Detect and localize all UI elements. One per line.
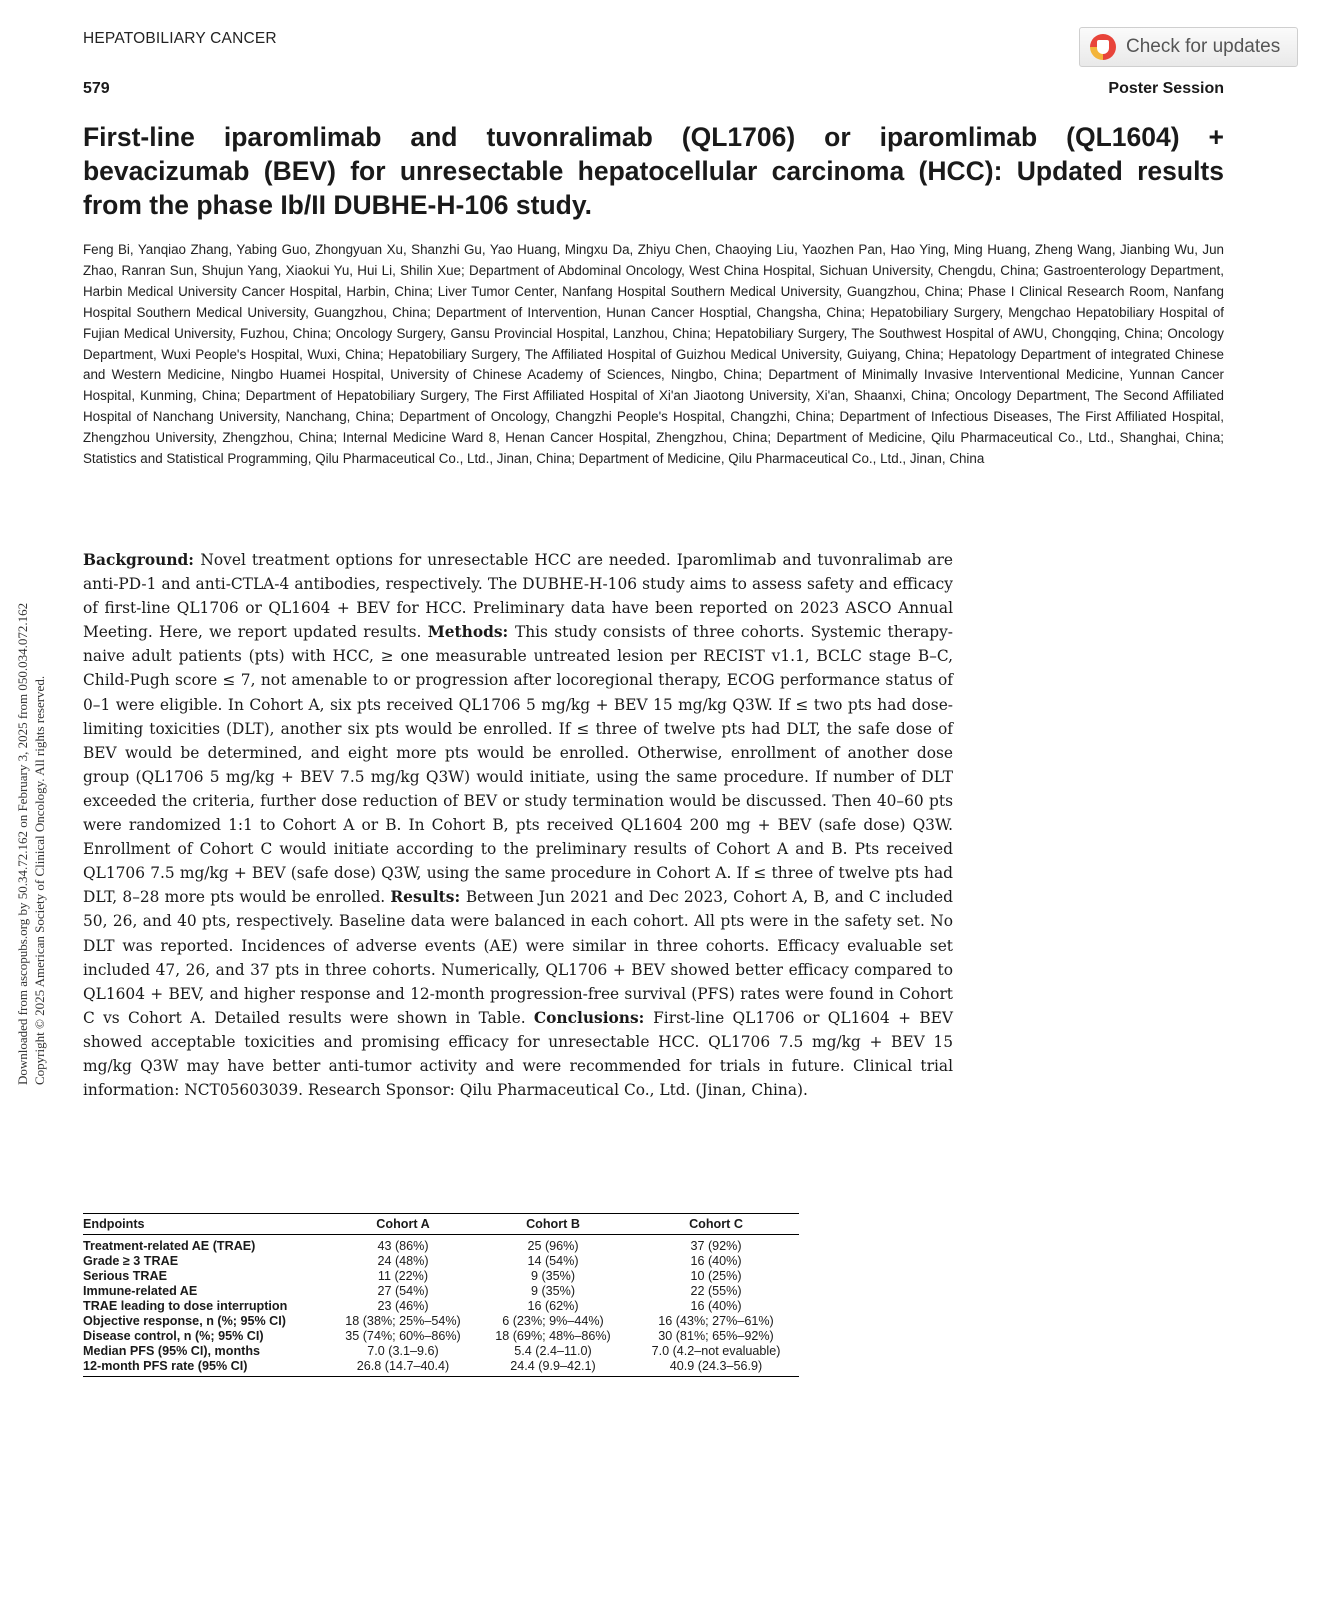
cohort-b-cell: 6 (23%; 9%–44%) — [502, 1314, 604, 1328]
endpoint-cell: TRAE leading to dose interruption — [83, 1299, 288, 1313]
results-text: Between Jun 2021 and Dec 2023, Cohort A, B, and C included 50, 26, and 40 pts, respectively. Baseline data were balanced in each cohort. All pts were in the safety set. No DLT was reported. Incidences of adverse events (AE) were similar in three cohorts. Efficacy evaluable set included 47, 26, and 37 pts in three cohorts. Numerically, QL1706 + BEV showed better efficacy compared to QL1604 + BEV, and higher response and 12-month progression-free survival (PFS) rates were found in Cohort C vs Cohort A. Detailed results were shown in Table. — [83, 888, 953, 1027]
cohort-b-cell: 5.4 (2.4–11.0) — [514, 1344, 592, 1358]
header-cohort-a: Cohort A — [333, 1214, 473, 1235]
cohort-b-cell: 9 (35%) — [530, 1269, 576, 1283]
crossmark-icon — [1090, 34, 1116, 60]
table-row — [83, 1235, 799, 1255]
cohort-a-cell: 27 (54%) — [377, 1284, 429, 1298]
cohort-c-cell: 37 (92%) — [690, 1239, 742, 1253]
abstract-number: 579 — [83, 80, 110, 97]
endpoint-cell: Disease control, n (%; 95% CI) — [83, 1329, 264, 1343]
cohort-a-cell: 24 (48%) — [377, 1254, 429, 1268]
endpoint-cell: Objective response, n (%; 95% CI) — [83, 1314, 286, 1328]
table-row — [83, 1269, 799, 1284]
cohort-c-cell: 30 (81%; 65%–92%) — [658, 1329, 774, 1343]
check-for-updates-label: Check for updates — [1126, 36, 1281, 57]
cohort-b-cell: 16 (62%) — [527, 1299, 579, 1313]
download-notice-line: Downloaded from ascopubs.org by 50.34.72.162 on February 3, 2025 from 050.034.072.162 — [15, 602, 30, 1085]
cohort-c-cell: 7.0 (4.2–not evaluable) — [651, 1344, 781, 1358]
abstract-body — [83, 548, 953, 1102]
cohort-b-cell: 24.4 (9.9–42.1) — [473, 1359, 633, 1377]
table-row — [83, 1254, 799, 1269]
header-cohort-b: Cohort B — [473, 1214, 633, 1235]
table-header-row — [83, 1214, 799, 1235]
cohort-b-cell: 25 (96%) — [527, 1239, 579, 1253]
table-row — [83, 1344, 799, 1359]
conclusions-text: First-line QL1706 or QL1604 + BEV showed acceptable toxicities and promising efficacy for unresectable HCC. QL1706 7.5 mg/kg + BEV 15 mg/kg Q3W may have better anti-tumor activity and were recommended for trials in future. Clinical trial information: NCT05603039. Research Sponsor: Qilu Pharmaceutical Co., Ltd. (Jinan, China). — [83, 1008, 953, 1100]
download-notice — [14, 603, 48, 1085]
cohort-b-cell: 9 (35%) — [530, 1284, 576, 1298]
section-heading: HEPATOBILIARY CANCER — [83, 30, 277, 47]
header-endpoints: Endpoints — [83, 1214, 333, 1235]
cohort-a-cell: 43 (86%) — [377, 1239, 429, 1253]
cohort-a-cell: 18 (38%; 25%–54%) — [345, 1314, 461, 1328]
table-row — [83, 1329, 799, 1344]
table-row — [83, 1314, 799, 1329]
methods-heading: Methods: — [427, 623, 515, 642]
cohort-b-cell: 18 (69%; 48%–86%) — [495, 1329, 611, 1343]
cohort-b-cell: 14 (54%) — [527, 1254, 579, 1268]
endpoint-cell: Treatment-related AE (TRAE) — [83, 1239, 256, 1253]
endpoint-cell: Median PFS (95% CI), months — [83, 1344, 261, 1358]
session-type: Poster Session — [1108, 80, 1224, 97]
endpoint-cell: Immune-related AE — [83, 1284, 198, 1298]
table-row — [83, 1284, 799, 1299]
author-affiliations: Feng Bi, Yanqiao Zhang, Yabing Guo, Zhongyuan Xu, Shanzhi Gu, Yao Huang, Mingxu Da, Zhiyu Chen, Chaoying Liu, Yaozhen Pan, Hao Ying, Ming Huang, Zheng Wang, Jianbing Wu, Jun Zhao, Ranran Sun, Shujun Yang, Xiaokui Yu, Hui Li, Shilin Xue; Department of Abdominal Oncology, West China Hospital, Sichuan University, Chengdu, China; Gastroenterology Department, Harbin Medical University Cancer Hospital, Harbin, China; Liver Tumor Center, Nanfang Hospital Southern Medical University, Guangzhou, China; Phase I Clinical Research Room, Nanfang Hospital Southern Medical University, Guangzhou, China; Department of Intervention, Hunan Cancer Hosptial, Changsha, China; Hepatobiliary Surgery, Mengchao Hepatobiliary Hospital of Fujian Medical University, Fuzhou, China; Oncology Surgery, Gansu Provincial Hospital, Lanzhou, China; Hepatobiliary Surgery, The Southwest Hospital of AWU, Chongqing, China; Oncology Department, Wuxi People's Hospital, Wuxi, China; Hepatobiliary Surgery, The Affiliated Hospital of Guizhou Medical University, Guiyang, China; Hepatology Department of integrated Chinese and Western Medicine, Ningbo Huamei Hospital, University of Chinese Academy of Sciences, Ningbo, China; Department of Minimally Invasive Interventional Medicine, Yunnan Cancer Hospital, Kunming, China; Department of Hepatobiliary Surgery, The First Affiliated Hospital of Xi'an Jiaotong University, Xi'an, Shaanxi, China; Oncology Department, The Second Affiliated Hospital of Nanchang University, Nanchang, China; Department of Oncology, Changzhi People's Hospital, Changzhi, China; Department of Infectious Diseases, The First Affiliated Hospital, Zhengzhou University, Zhengzhou, China; Internal Medicine Ward 8, Henan Cancer Hospital, Zhengzhou, China; Department of Medicine, Qilu Pharmaceutical Co., Ltd., Shanghai, China; Statistics and Statistical Programming, Qilu Pharmaceutical Co., Ltd., Jinan, China; Department of Medicine, Qilu Pharmaceutical Co., Ltd., Jinan, China — [83, 242, 1224, 467]
cohort-c-cell: 16 (40%) — [690, 1299, 742, 1313]
results-table — [83, 1213, 799, 1377]
cohort-a-cell: 35 (74%; 60%–86%) — [345, 1329, 461, 1343]
cohort-c-cell: 16 (43%; 27%–61%) — [658, 1314, 774, 1328]
table-row — [83, 1299, 799, 1314]
cohort-a-cell: 26.8 (14.7–40.4) — [333, 1359, 473, 1377]
endpoint-cell: 12-month PFS rate (95% CI) — [83, 1359, 333, 1377]
cohort-a-cell: 7.0 (3.1–9.6) — [367, 1344, 439, 1358]
abstract-title: First-line iparomlimab and tuvonralimab (QL1706) or iparomlimab (QL1604) + bevacizumab (BEV) for unresectable hepatocellular carcinoma (HCC): Updated results from the phase Ib/II DUBHE-H-106 study. — [83, 122, 1224, 220]
cohort-c-cell: 16 (40%) — [690, 1254, 742, 1268]
conclusions-heading: Conclusions: — [533, 1008, 654, 1027]
results-heading: Results: — [390, 888, 466, 907]
cohort-a-cell: 11 (22%) — [377, 1269, 429, 1283]
cohort-c-cell: 40.9 (24.3–56.9) — [633, 1359, 799, 1377]
table-body — [83, 1235, 799, 1377]
methods-text: This study consists of three cohorts. Systemic therapy-naive adult patients (pts) with HCC, ≥ one measurable untreated lesion per RECIST v1.1, BCLC stage B–C, Child-Pugh score ≤ 7, not amenable to or progression after locoregional therapy, ECOG performance status of 0–1 were eligible. In Cohort A, six pts received QL1706 5 mg/kg + BEV 15 mg/kg Q3W. If ≤ two pts had dose-limiting toxicities (DLT), another six pts would be enrolled. If ≤ three of twelve pts had DLT, the safe dose of BEV would be determined, and eight more pts would be enrolled. Otherwise, enrollment of another dose group (QL1706 5 mg/kg + BEV 7.5 mg/kg Q3W) would initiate, using the same procedure. If number of DLT exceeded the criteria, further dose reduction of BEV or study termination would be discussed. Then 40–60 pts were randomized 1:1 to Cohort A or B. In Cohort B, pts received QL1604 200 mg + BEV (safe dose) Q3W. Enrollment of Cohort C would initiate according to the preliminary results of Cohort A and B. Pts received QL1706 7.5 mg/kg + BEV (safe dose) Q3W, using the same procedure in Cohort A. If ≤ three of twelve pts had DLT, 8–28 more pts would be enrolled. — [83, 623, 954, 907]
endpoint-cell: Serious TRAE — [83, 1269, 167, 1283]
check-for-updates-button[interactable] — [1079, 27, 1298, 67]
cohort-c-cell: 22 (55%) — [690, 1284, 742, 1298]
cohort-a-cell: 23 (46%) — [377, 1299, 429, 1313]
cohort-c-cell: 10 (25%) — [690, 1269, 742, 1283]
table-row — [83, 1359, 799, 1377]
endpoint-cell: Grade ≥ 3 TRAE — [83, 1254, 179, 1268]
background-text: Novel treatment options for unresectable HCC are needed. Iparomlimab and tuvonralimab are anti-PD-1 and anti-CTLA-4 antibodies, respectively. The DUBHE-H-106 study aims to assess safety and efficacy of first-line QL1706 or QL1604 + BEV for HCC. Preliminary data have been reported on 2023 ASCO Annual Meeting. Here, we report updated results. — [83, 551, 953, 642]
background-heading: Background: — [83, 551, 201, 569]
copyright-line: Copyright © 2025 American Society of Clinical Oncology. All rights reserved. — [32, 675, 47, 1085]
header-cohort-c: Cohort C — [633, 1214, 799, 1235]
